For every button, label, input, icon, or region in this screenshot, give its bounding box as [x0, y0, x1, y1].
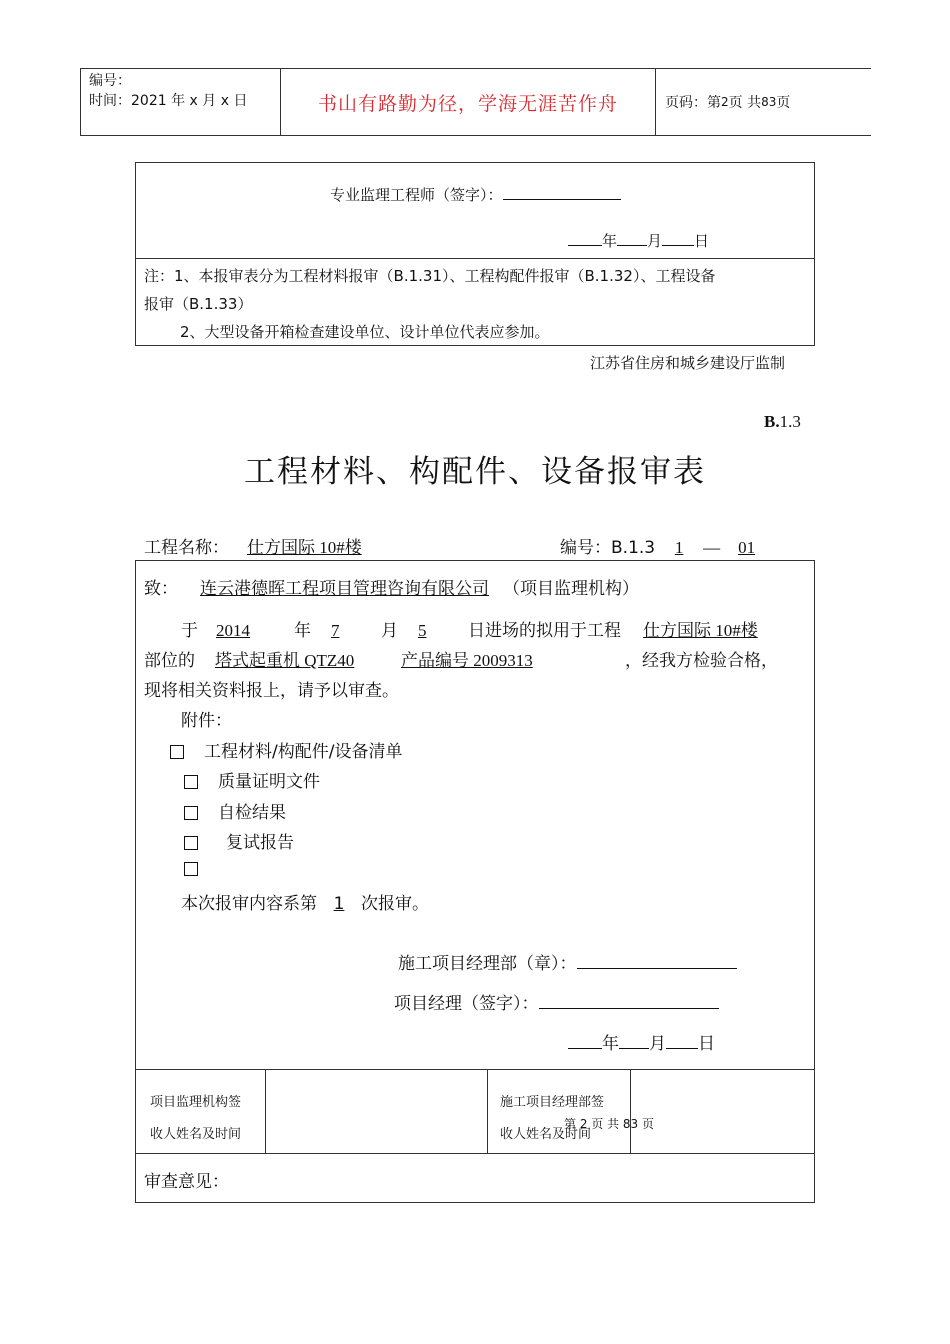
- number-end[interactable]: 01: [738, 538, 756, 557]
- top-month-label: 月: [647, 232, 663, 250]
- attach-label: 附件：: [181, 711, 232, 731]
- form-code-bold: B.: [764, 412, 780, 431]
- entry-month[interactable]: 7: [331, 621, 340, 640]
- page-prefix: 页码：第: [665, 95, 721, 111]
- line-3: 现将相关资料报上，请予以审查。: [144, 681, 399, 701]
- engineer-sign-line: [330, 183, 621, 205]
- page-total: 83: [761, 95, 777, 109]
- to-label: 致：: [144, 579, 178, 599]
- sig-left-line-2: 收人姓名及时间: [150, 1127, 242, 1142]
- entry-project[interactable]: 仕方国际 10#楼: [643, 621, 758, 640]
- number-mid[interactable]: 1: [674, 538, 684, 557]
- manager-blank[interactable]: [539, 992, 719, 1009]
- divider: [136, 1069, 814, 1070]
- page-mid: 页 共: [728, 95, 762, 111]
- header-number-label: 编号：: [89, 73, 131, 89]
- sig-left-field[interactable]: [266, 1071, 486, 1151]
- header-page-info: [655, 69, 871, 135]
- note-line-3: 2、大型设备开箱检查建设单位、设计单位代表应参加。: [180, 323, 550, 341]
- project-name[interactable]: 仕方国际 10#楼: [247, 538, 362, 557]
- header-meta: [81, 69, 281, 135]
- attachment-label: 工程材料/构配件/设备清单: [204, 742, 403, 762]
- dept-blank[interactable]: [577, 952, 737, 969]
- to-suffix: （项目监理机构）: [503, 579, 639, 599]
- previous-form-box: [135, 162, 815, 346]
- times-line: [181, 889, 429, 914]
- top-month-blank[interactable]: [617, 229, 647, 246]
- form-year-blank[interactable]: [568, 1032, 602, 1049]
- note-line-2: 报审（B.1.33）: [144, 295, 253, 313]
- supervisor-org: 江苏省住房和城乡建设厅监制: [590, 354, 786, 372]
- entry-yu: 于: [181, 621, 198, 641]
- attachment-label: 自检结果: [218, 803, 286, 823]
- number-line: [560, 533, 816, 558]
- after-product: ，经我方检验合格，: [625, 651, 778, 671]
- sig-right-line-2: 收人姓名及时间: [500, 1127, 592, 1142]
- attachment-item[interactable]: [184, 767, 320, 792]
- attachment-item[interactable]: [170, 737, 402, 762]
- form-code: [764, 412, 801, 432]
- times-value[interactable]: 1: [333, 894, 345, 914]
- number-label: 编号：B.1.3: [560, 538, 656, 558]
- form-day-label: 日: [698, 1034, 715, 1054]
- form-code-rest: 1.3: [779, 412, 801, 431]
- form-date-line: [568, 1029, 715, 1054]
- product-number[interactable]: 产品编号 2009313: [401, 651, 533, 670]
- manager-label: 项目经理（签字）：: [394, 994, 539, 1014]
- sig-right-line-1: 施工项目经理部签: [500, 1095, 605, 1110]
- checkbox-icon[interactable]: [170, 745, 184, 759]
- part-line: [144, 646, 778, 671]
- checkbox-icon[interactable]: [184, 775, 198, 789]
- project-label: 工程名称：: [144, 538, 229, 558]
- form-month-blank[interactable]: [619, 1032, 649, 1049]
- divider: [487, 1069, 488, 1153]
- entry-day-label: 日进场的拟用于工程: [468, 621, 621, 641]
- overlap-page-number: 第 2 页 共 83 页: [564, 1117, 654, 1131]
- form-day-blank[interactable]: [666, 1032, 698, 1049]
- part-label: 部位的: [144, 651, 195, 671]
- top-day-blank[interactable]: [662, 229, 694, 246]
- divider: [136, 1153, 814, 1154]
- to-line: [144, 574, 639, 599]
- engineer-sign-blank[interactable]: [503, 183, 621, 200]
- dept-line: [398, 949, 737, 974]
- form-month-label: 月: [649, 1034, 666, 1054]
- review-label: 审查意见：: [144, 1172, 229, 1192]
- manager-line: [394, 989, 719, 1014]
- form-year-label: 年: [602, 1034, 619, 1054]
- top-date-line: [568, 229, 709, 251]
- equipment-name[interactable]: 塔式起重机 QTZ40: [215, 651, 355, 670]
- attachment-item[interactable]: [184, 859, 220, 879]
- attachment-item[interactable]: [184, 828, 294, 853]
- page-suffix: 页: [776, 95, 791, 111]
- divider: [136, 258, 814, 259]
- checkbox-icon[interactable]: [184, 836, 198, 850]
- header-time: 时间：2021 年 x 月 x 日: [89, 93, 248, 109]
- sig-left-line-1: 项目监理机构签: [150, 1095, 242, 1110]
- attachment-item[interactable]: [184, 798, 286, 823]
- sig-left-label: [150, 1087, 241, 1151]
- attachment-label: 质量证明文件: [218, 772, 320, 792]
- engineer-sign-label: 专业监理工程师（签字）：: [330, 186, 503, 204]
- dept-label: 施工项目经理部（章）：: [398, 954, 577, 974]
- top-year-blank[interactable]: [568, 229, 602, 246]
- note-line-1: 注：1、本报审表分为工程材料报审（B.1.31）、工程构配件报审（B.1.32）、工程设备: [144, 267, 716, 285]
- checkbox-icon[interactable]: [184, 806, 198, 820]
- times-prefix: 本次报审内容系第: [181, 894, 317, 914]
- page-number: 2: [721, 95, 729, 109]
- notes: [144, 262, 809, 346]
- page-header: [80, 68, 871, 136]
- times-suffix: 次报审。: [361, 894, 429, 914]
- entry-year[interactable]: 2014: [216, 621, 250, 640]
- entry-month-label: 月: [381, 621, 398, 641]
- entry-line: [181, 616, 758, 641]
- checkbox-icon[interactable]: [184, 862, 198, 876]
- header-motto: 书山有路勤为径，学海无涯苦作舟: [281, 69, 656, 135]
- entry-day[interactable]: 5: [418, 621, 427, 640]
- to-org[interactable]: 连云港德晖工程项目管理咨询有限公司: [200, 579, 489, 599]
- report-form: [135, 560, 815, 1203]
- page-title: 工程材料、构配件、设备报审表: [244, 454, 706, 490]
- number-dash: —: [703, 538, 721, 557]
- top-day-label: 日: [694, 232, 710, 250]
- sig-right-field[interactable]: [631, 1071, 814, 1151]
- attachment-label: 复试报告: [226, 833, 294, 853]
- top-year-label: 年: [602, 232, 618, 250]
- project-line: [144, 533, 451, 558]
- entry-year-label: 年: [294, 621, 311, 641]
